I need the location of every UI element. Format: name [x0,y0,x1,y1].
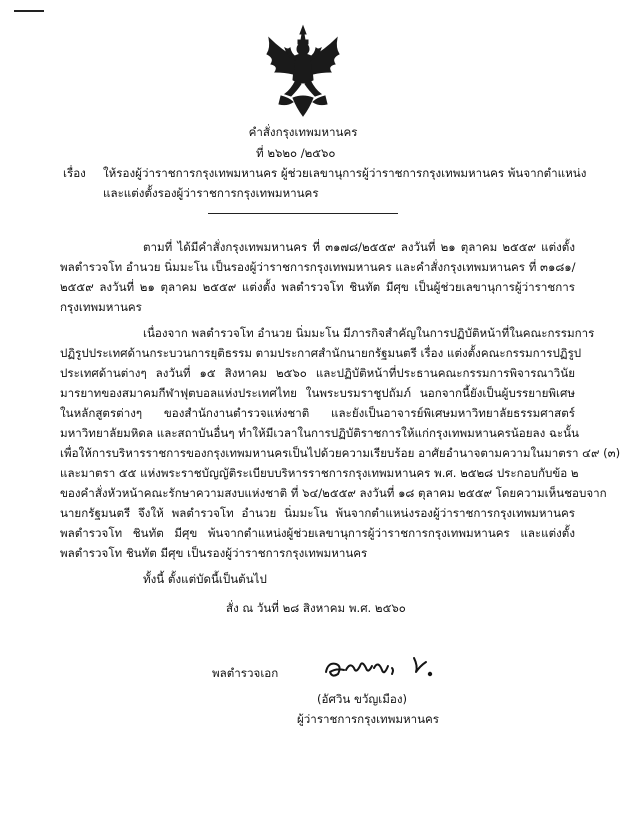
paragraph2-line: มหาวิทยาลัยมหิดล และสถาบันอื่นๆ ทำให้มีเวลาในการปฏิบัติราชการให้แก่กรุงเทพมหานครน้อยลง ฉะนั้น [60,426,579,440]
ordered-date: สั่ง ณ วันที่ ๒๘ สิงหาคม พ.ศ. ๒๕๖๐ [226,601,406,615]
paragraph2-line: ประเทศด้านต่างๆ ลงวันที่ ๑๕ สิงหาคม ๒๕๖๐ และปฏิบัติหน้าที่ประธานคณะกรรมการพิจารณาวินัย [60,366,575,380]
paragraph2-line: พลตำรวจโท ชินทัต มีศุข เป็นรองผู้ว่าราชการกรุงเทพมหานคร [60,546,368,560]
paragraph1-line: ๒๕๕๙ ลงวันที่ ๒๑ ตุลาคม ๒๕๕๙ แต่งตั้ง พลตำรวจโท ชินทัต มีศุข เป็นผู้ช่วยเลขานุการผู้ว่าราชการ [60,280,575,294]
paragraph2-line: เพื่อให้การบริหารราชการของกรุงเทพมหานครเป็นไปด้วยความเรียบร้อย อาศัยอำนาจตามความในมาตรา ๔๙ (๓) [60,446,620,460]
effective-clause: ทั้งนี้ ตั้งแต่บัดนี้เป็นต้นไป [143,572,267,586]
signatory-name: (อัศวิน ขวัญเมือง) [317,692,408,706]
paragraph2-line: ปฏิรูปประเทศด้านกระบวนการยุติธรรม ตามประกาศสำนักนายกรัฐมนตรี เรื่อง แต่งตั้งคณะกรรมการปฏิรูป [60,346,582,360]
subject-label: เรื่อง [63,166,86,180]
paragraph1-line: ตามที่ ได้มีคำสั่งกรุงเทพมหานคร ที่ ๓๑๗๘/๒๕๕๙ ลงวันที่ ๒๑ ตุลาคม ๒๕๕๙ แต่งตั้ง [143,240,575,254]
paragraph2-line: เนื่องจาก พลตำรวจโท อำนวย นิ่มมะโน มีภารกิจสำคัญในการปฏิบัติหน้าที่ในคณะกรรมการ [143,326,595,340]
paragraph2-line: และมาตรา ๕๕ แห่งพระราชบัญญัติระเบียบบริหารราชการกรุงเทพมหานคร พ.ศ. ๒๕๒๘ ประกอบกับข้อ ๒ [60,466,579,480]
paragraph2-line: ของคำสั่งหัวหน้าคณะรักษาความสงบแห่งชาติ ที่ ๖๔/๒๕๕๙ ลงวันที่ ๑๘ ตุลาคม ๒๕๕๙ โดยความเห็นชอบจาก [60,486,607,500]
paragraph2-line: นายกรัฐมนตรี จึงให้ พลตำรวจโท อำนวย นิ่มมะโน พ้นจากตำแหน่งรองผู้ว่าราชการกรุงเทพมหานคร [60,506,575,520]
corner-dash-mark [14,10,44,12]
paragraph2-line: ในหลักสูตรต่างๆ ของสำนักงานตำรวจแห่งชาติ และยังเป็นอาจารย์พิเศษมหาวิทยาลัยธรรมศาสตร์ [60,406,575,420]
subject-line-2: และแต่งตั้งรองผู้ว่าราชการกรุงเทพมหานคร [103,186,319,200]
order-number: ที่ ๒๖๒๐ /๒๕๖๐ [256,146,336,160]
signatory-rank: พลตำรวจเอก [212,666,279,680]
paragraph1-line: พลตำรวจโท อำนวย นิ่มมะโน เป็นรองผู้ว่าราชการกรุงเทพมหานคร และคำสั่งกรุงเทพมหานคร ที่ ๓๑๘๑/ [60,260,576,274]
handwritten-signature [322,648,440,684]
order-title: คำสั่งกรุงเทพมหานคร [248,125,358,139]
signatory-position: ผู้ว่าราชการกรุงเทพมหานคร [297,712,440,726]
paragraph1-line: กรุงเทพมหานคร [60,300,142,314]
subject-line-1: ให้รองผู้ว่าราชการกรุงเทพมหานคร ผู้ช่วยเลขานุการผู้ว่าราชการกรุงเทพมหานคร พ้นจากตำแหน่ง [103,166,587,180]
divider-line [208,213,398,214]
paragraph2-line: พลตำรวจโท ชินทัต มีศุข พ้นจากตำแหน่งผู้ช่วยเลขานุการผู้ว่าราชการกรุงเทพมหานคร และแต่งตั้ง [60,526,575,540]
paragraph2-line: มารยาทของสมาคมกีฬาฟุตบอลแห่งประเทศไทย ในพระบรมราชูปถัมภ์ นอกจากนี้ยังเป็นผู้บรรยายพิเศษ [60,386,575,400]
garuda-emblem-icon [263,24,343,120]
